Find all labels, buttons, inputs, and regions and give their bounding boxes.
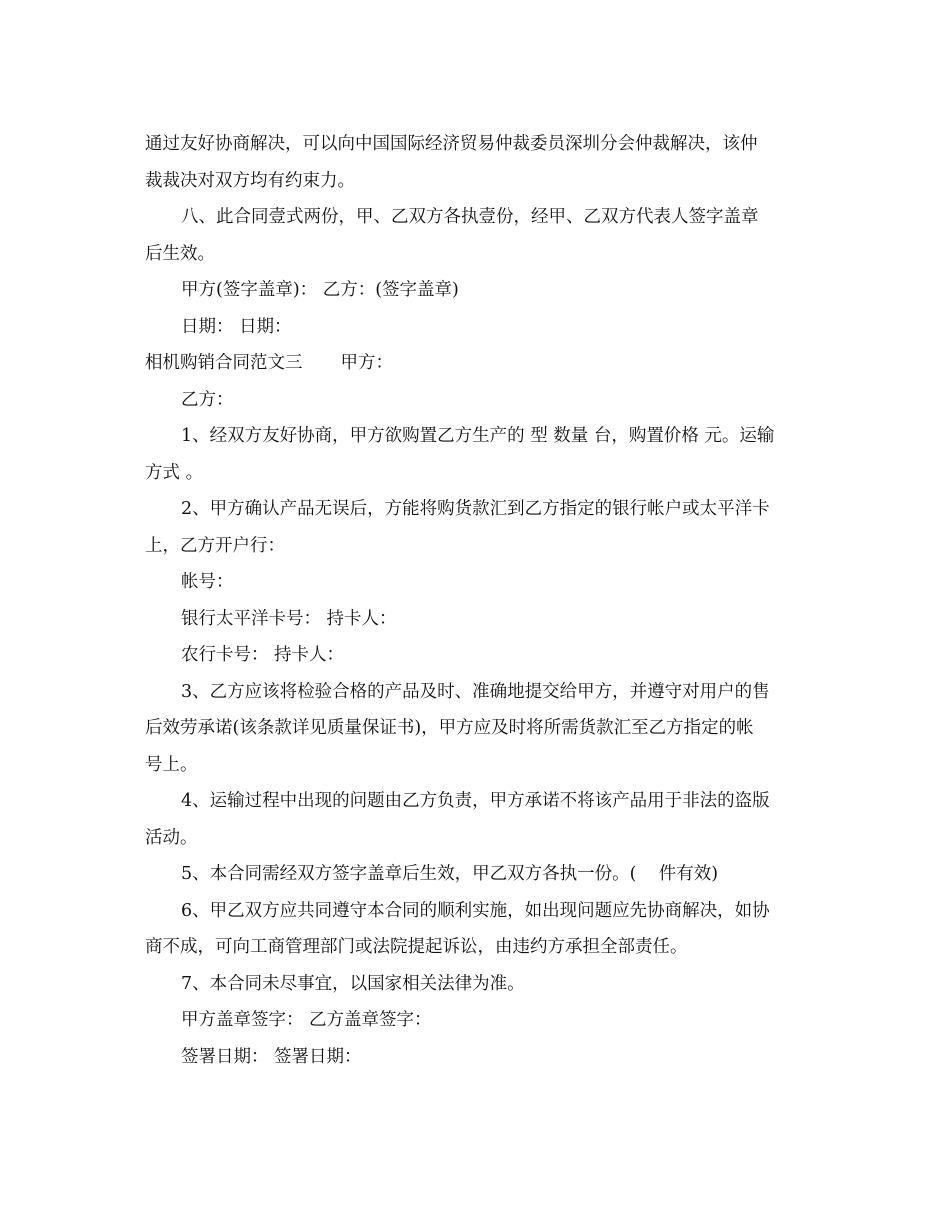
paragraph-line: 通过友好协商解决，可以向中国国际经济贸易仲裁委员深圳分会仲裁解决，该仲	[145, 134, 758, 154]
paragraph-line: 后生效。	[145, 243, 215, 264]
signature-line: 甲方(签字盖章)： 乙方：(签字盖章)	[181, 280, 459, 300]
clause-line: 上，乙方开户行：	[145, 535, 285, 556]
clause-line: 6、甲乙双方应共同遵守本合同的顺利实施，如出现问题应先协商解决，如协	[181, 900, 770, 921]
clause-line: 2、甲方确认产品无误后，方能将购货款汇到乙方指定的银行帐户或太平洋卡	[181, 499, 770, 519]
section-title-line	[145, 345, 800, 382]
clause-line: 7、本合同未尽事宜，以国家相关法律为准。	[181, 973, 525, 994]
clause-line: 3、乙方应该将检验合格的产品及时、准确地提交给甲方，并遵守对用户的售	[181, 681, 770, 702]
clause-line: 4、运输过程中出现的问题由乙方负责，甲方承诺不将该产品用于非法的盗版	[181, 791, 770, 811]
paragraph-line: 裁裁决对双方均有约束力。	[145, 170, 355, 191]
clause-line: 号上。	[145, 754, 198, 775]
party-a-label: 甲方：	[340, 353, 393, 373]
clause-line: 5、本合同需经双方签字盖章后生效，甲乙双方各执一份。( 件有效)	[181, 864, 719, 884]
clause-line: 1、经双方友好协商，甲方欲购置乙方生产的 型 数量 台，购置价格 元。运输	[181, 426, 775, 446]
clause-line: 活动。	[145, 827, 198, 848]
paragraph-line: 八、此合同壹式两份，甲、乙双方各执壹份，经甲、乙双方代表人签字盖章	[181, 207, 759, 227]
party-b-line: 乙方：	[181, 389, 234, 410]
clause-line: 商不成，可向工商管理部门或法院提起诉讼，由违约方承担全部责任。	[145, 937, 688, 957]
card-line: 银行太平洋卡号： 持卡人：	[181, 608, 397, 629]
account-line: 帐号：	[181, 572, 234, 592]
document-body	[145, 126, 800, 1075]
clause-line: 方式 。	[145, 462, 204, 483]
date-line: 签署日期： 签署日期：	[181, 1046, 362, 1067]
section-title: 相机购销合同范文三	[145, 353, 303, 373]
card-line: 农行卡号： 持卡人：	[181, 645, 345, 665]
signature-line: 甲方盖章签字： 乙方盖章签字：	[181, 1010, 432, 1030]
date-line: 日期： 日期：	[181, 316, 292, 337]
clause-line: 后效劳承诺(该条款详见质量保证书)，甲方应及时将所需货款汇至乙方指定的帐	[145, 718, 754, 738]
